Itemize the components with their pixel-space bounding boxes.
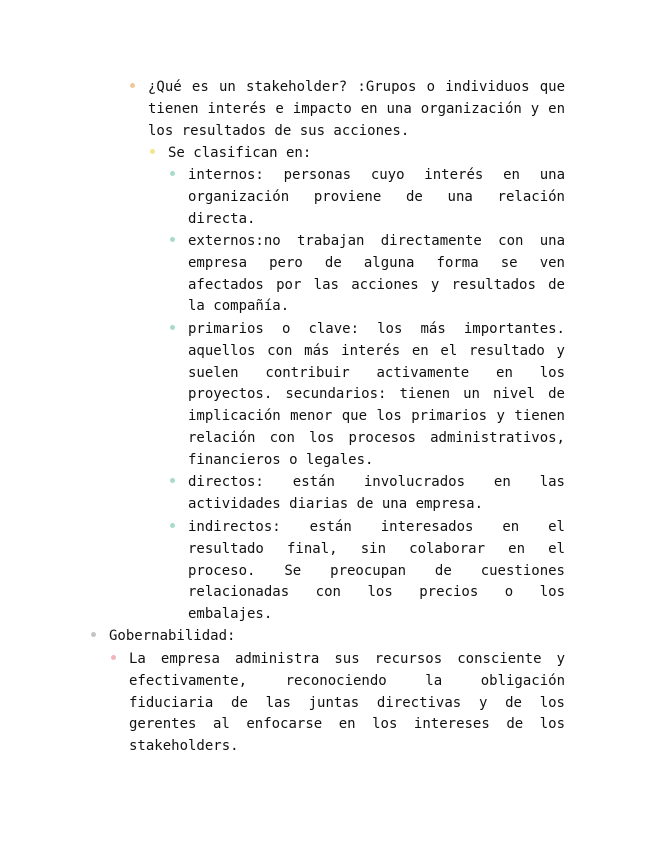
bullet-icon bbox=[170, 325, 175, 330]
type-directos-text: directos: están involucrados en las actividades diarias de una empresa. bbox=[188, 474, 565, 512]
governance-description-text: La empresa administra sus recursos consciente y efectivamente, reconociendo la obligación fiduciaria de las juntas directivas y de los gerentes al enfocarse en los intereses de los stakeholders. bbox=[129, 651, 565, 755]
list-item-directos bbox=[188, 472, 565, 516]
bullet-icon bbox=[150, 149, 155, 154]
list-item-governance-description bbox=[129, 649, 565, 758]
type-internos-text: internos: personas cuyo interés en una organización proviene de una relación directa. bbox=[188, 167, 565, 227]
bullet-icon bbox=[91, 632, 96, 637]
bullet-icon bbox=[130, 83, 135, 88]
bullet-icon bbox=[170, 523, 175, 528]
bullet-icon bbox=[170, 237, 175, 242]
type-primarios-text: primarios o clave: los más importantes. aquellos con más interés en el resultado y suelen contribuir activamente en los proyectos. secundarios: tienen un nivel de implicación menor que los primarios y tienen relación con los procesos administrativos, financieros o legales. bbox=[188, 321, 565, 468]
bullet-icon bbox=[170, 478, 175, 483]
list-item-internos bbox=[188, 165, 565, 230]
type-indirectos-text: indirectos: están interesados en el resultado final, sin colaborar en el proceso. Se preocupan de cuestiones relacionadas con los precios o los embalajes. bbox=[188, 519, 565, 623]
bullet-icon bbox=[170, 171, 175, 176]
list-item-stakeholder-definition bbox=[148, 77, 565, 142]
bullet-icon bbox=[111, 655, 116, 660]
classification-heading: Se clasifican en: bbox=[168, 145, 312, 161]
list-item-indirectos bbox=[188, 517, 565, 626]
stakeholder-definition-text: ¿Qué es un stakeholder? :Grupos o individuos que tienen interés e impacto en una organización y en los resultados de sus acciones. bbox=[148, 79, 565, 139]
list-item-externos bbox=[188, 231, 565, 318]
list-item-primarios bbox=[188, 319, 565, 472]
list-item-governance bbox=[109, 626, 565, 648]
type-externos-text: externos:no trabajan directamente con una empresa pero de alguna forma se ven afectados por las acciones y resultados de la compañía. bbox=[188, 233, 565, 315]
governance-heading: Gobernabilidad: bbox=[109, 628, 236, 644]
list-item-classification bbox=[168, 143, 565, 165]
